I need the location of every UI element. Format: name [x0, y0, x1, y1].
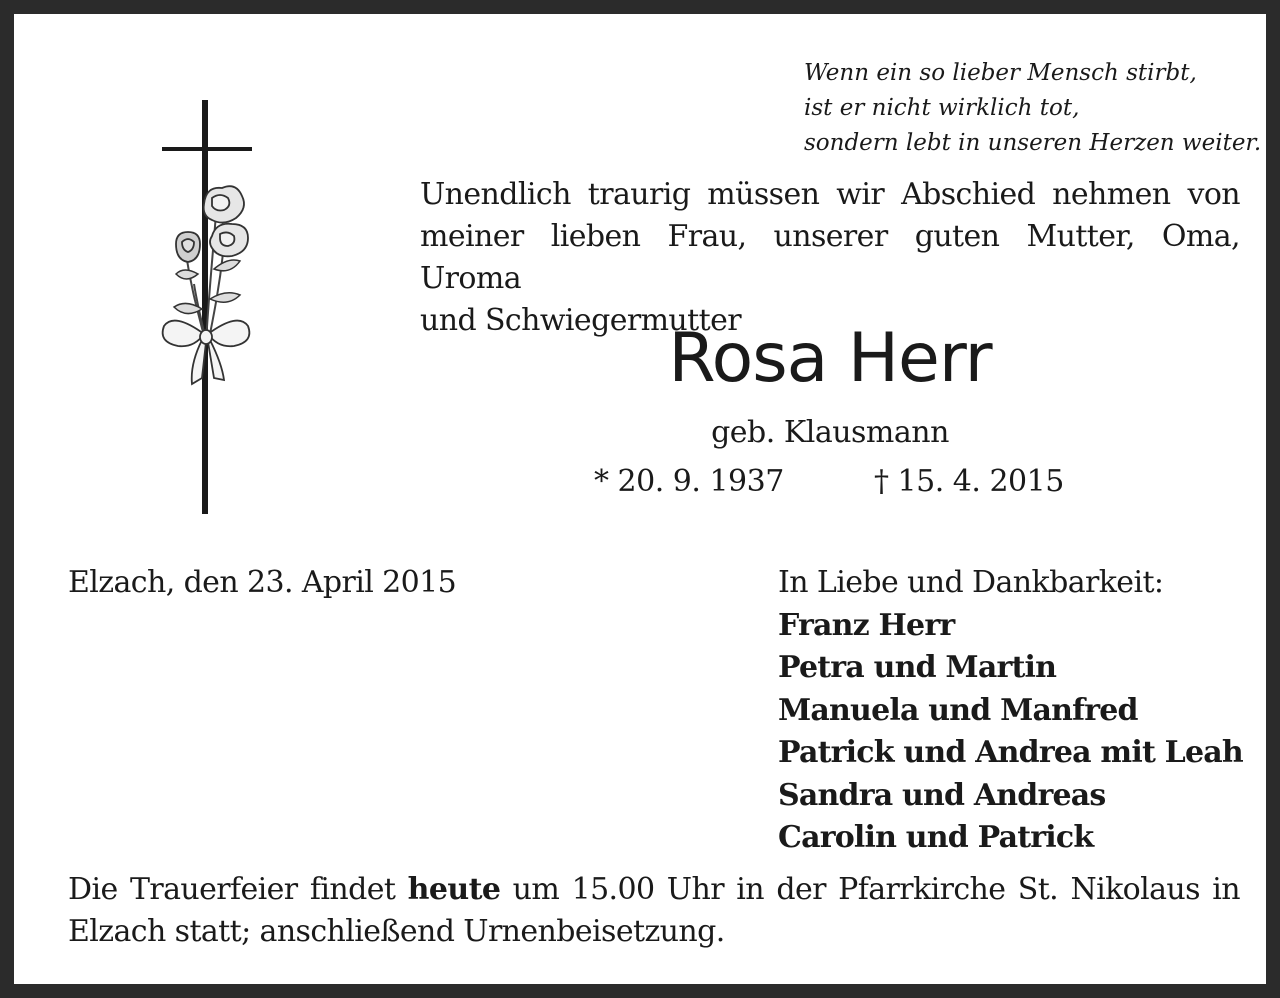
- mourner-name: Manuela und Manfred: [778, 692, 1138, 728]
- mourner-name: Franz Herr: [778, 607, 955, 643]
- funeral-line-1: [68, 869, 1240, 911]
- intro-line: Unendlich traurig müssen wir Abschied nehmen von: [420, 177, 1240, 212]
- birth-date: * 20. 9. 1937: [594, 464, 784, 499]
- mourners-lead: In Liebe und Dankbarkeit:: [778, 565, 1164, 600]
- intro-line: und Schwiegermutter: [420, 303, 741, 338]
- funeral-text-before: Die Trauerfeier findet: [68, 872, 408, 907]
- funeral-emphasis: heute: [407, 872, 501, 907]
- motto-line: sondern lebt in unseren Herzen weiter.: [804, 130, 1262, 156]
- birth-name: geb. Klausmann: [711, 415, 949, 450]
- mourner-name: Patrick und Andrea mit Leah: [778, 735, 1243, 770]
- funeral-text-after: um 15.00 Uhr in der Pfarrkirche St. Nikolaus in: [500, 872, 1241, 907]
- motto: [804, 56, 1264, 161]
- intro-line: meiner lieben Frau, unserer guten Mutter, Oma, Uroma: [420, 219, 1240, 296]
- mourners-list: [778, 562, 1248, 860]
- funeral-info: [68, 869, 1240, 953]
- mourner-name: Carolin und Patrick: [778, 820, 1094, 855]
- deceased-name: Rosa Herr: [668, 319, 992, 398]
- death-date: † 15. 4. 2015: [874, 464, 1064, 499]
- funeral-line-2: Elzach statt; anschließend Urnenbeisetzung.: [68, 914, 725, 949]
- place-date: Elzach, den 23. April 2015: [68, 565, 457, 600]
- mourner-name: Petra und Martin: [778, 650, 1057, 685]
- mourner-name: Sandra und Andreas: [778, 777, 1106, 813]
- motto-line: ist er nicht wirklich tot,: [804, 95, 1080, 121]
- cross-with-roses-icon: [154, 94, 264, 524]
- motto-line: Wenn ein so lieber Mensch stirbt,: [804, 60, 1197, 86]
